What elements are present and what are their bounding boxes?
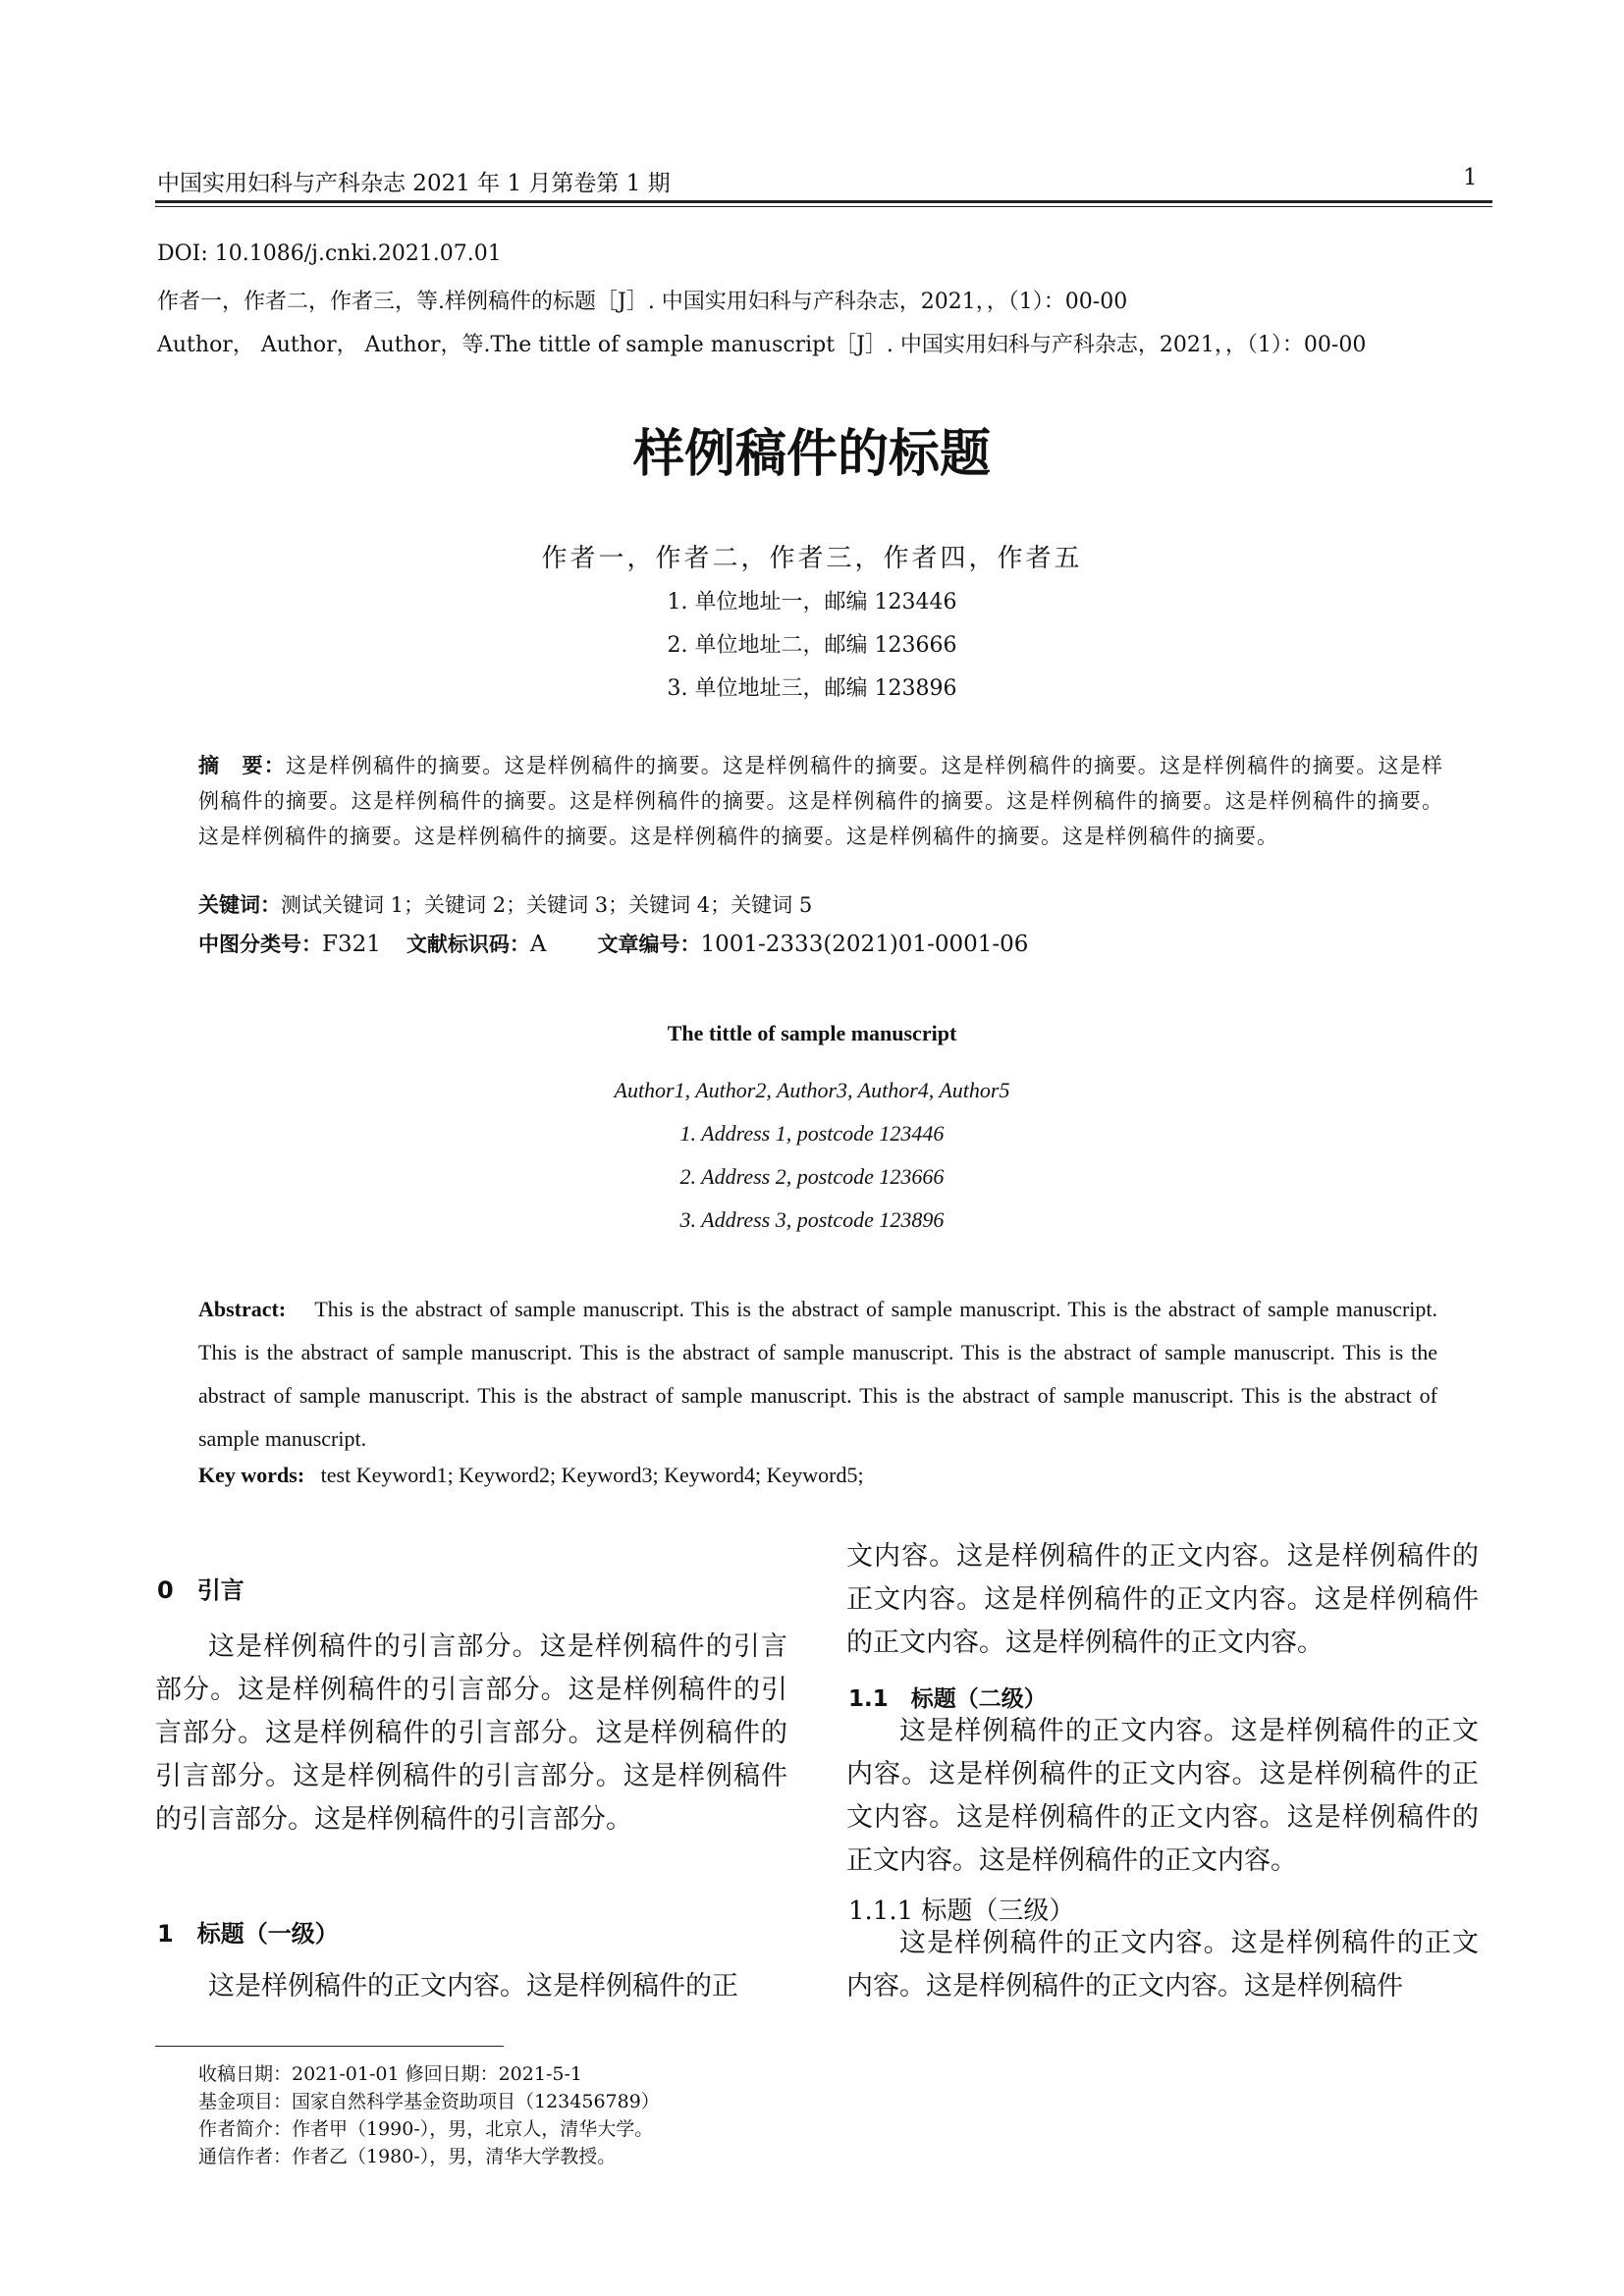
affiliation-1: 1. 单位地址一，邮编 123446: [667, 590, 957, 614]
class-label: 中图分类号：: [198, 933, 322, 956]
cn-abstract-text: 这是样例稿件的摘要。这是样例稿件的摘要。这是样例稿件的摘要。这是样例稿件的摘要。这是样例稿件的摘要。这是样例稿件的摘要。这是样例稿件的摘要。这是样例稿件的摘要。这是样例稿件的摘要。这是样例稿件的摘要。这是样例稿件的摘要。这是样例稿件的摘要。这是样例稿件的摘要。这是样例稿件的摘要。这是样例稿件的摘要。这是样例稿件的摘要。: [198, 754, 1443, 848]
en-abstract: [198, 1288, 1437, 1461]
en-affiliation-1: 1. Address 1, postcode 123446: [679, 1121, 945, 1146]
section-1-1-text: 这是样例稿件的正文内容。这是样例稿件的正文内容。这是样例稿件的正文内容。这是样例稿件的正文内容。这是样例稿件的正文内容。这是样例稿件的正文内容。这是样例稿件的正文内容。: [846, 1716, 1479, 1876]
article-no-label: 文章编号：: [597, 933, 701, 956]
en-keywords-label: Key words:: [198, 1463, 305, 1487]
cn-keywords: [198, 889, 812, 919]
header-rule-thin: [155, 206, 1492, 207]
class-value: F321: [322, 932, 381, 957]
section-1-text-right: 文内容。这是样例稿件的正文内容。这是样例稿件的正文内容。这是样例稿件的正文内容。这是样例稿件的正文内容。这是样例稿件的正文内容。: [846, 1541, 1479, 1658]
page-number: 1: [1463, 165, 1478, 190]
en-keywords-text: test Keyword1; Keyword2; Keyword3; Keyword4; Keyword5;: [320, 1463, 864, 1487]
en-title: The tittle of sample manuscript: [667, 1021, 957, 1045]
en-affiliation-2: 2. Address 2, postcode 123666: [679, 1164, 945, 1189]
footnote-rule: [155, 2046, 504, 2047]
en-reference: Author， Author， Author，等.The tittle of sample manuscript［J］. 中国实用妇科与产科杂志，2021，，（1）：00-00: [157, 333, 1367, 357]
section-1-1-1-text: 这是样例稿件的正文内容。这是样例稿件的正文内容。这是样例稿件的正文内容。这是样例稿件: [846, 1928, 1479, 2002]
section-1-heading: 1 标题（一级）: [157, 1920, 339, 1948]
footnote-funding: 基金项目：国家自然科学基金资助项目（123456789）: [198, 2091, 660, 2112]
author-list: 作者一，作者二，作者三，作者四，作者五: [541, 544, 1083, 573]
en-keywords: [198, 1463, 864, 1488]
footnote-author-bio: 作者简介：作者甲（1990-），男，北京人，清华大学。: [198, 2118, 654, 2140]
section-1-1-heading: 1.1 标题（二级）: [848, 1686, 1047, 1712]
affiliation-2: 2. 单位地址二，邮编 123666: [667, 633, 957, 658]
section-1-1-1-heading: 1.1.1 标题（三级）: [848, 1896, 1075, 1926]
en-affiliation-3: 3. Address 3, postcode 123896: [679, 1207, 945, 1232]
doc-code-label: 文献标识码：: [406, 933, 530, 956]
en-abstract-label: Abstract:: [198, 1297, 287, 1321]
affiliation-3: 3. 单位地址三，邮编 123896: [667, 676, 957, 701]
doc-code-value: A: [529, 932, 547, 957]
section-0-heading: 0 引言: [157, 1576, 244, 1604]
paper-title: 样例稿件的标题: [632, 425, 991, 484]
footnote-received-date: 收稿日期：2021-01-01 修回日期：2021-5-1: [198, 2063, 582, 2085]
en-abstract-text: This is the abstract of sample manuscript. This is the abstract of sample manuscript. This is the abstract of sample manuscript. This is the abstract of sample manuscript. This is the abstract of sample manuscript. This is the abstract of sample manuscript. This is the abstract of sample manuscript. This is the abstract of sample manuscript. This is the abstract of sample manuscript. This is the abstract of sample manuscript.: [198, 1297, 1438, 1451]
header-rule-thick: [155, 200, 1492, 203]
section-0-text: 这是样例稿件的引言部分。这是样例稿件的引言部分。这是样例稿件的引言部分。这是样例稿件的引言部分。这是样例稿件的引言部分。这是样例稿件的引言部分。这是样例稿件的引言部分。这是样例稿件的引言部分。这是样例稿件的引言部分。: [155, 1631, 787, 1835]
running-title: 中国实用妇科与产科杂志 2021 年 1 月第卷第 1 期: [157, 171, 671, 196]
footnote-corresponding: 通信作者：作者乙（1980-），男，清华大学教授。: [198, 2146, 617, 2167]
cn-abstract-label: 摘 要：: [198, 754, 286, 777]
cn-reference: 作者一，作者二，作者三，等.样例稿件的标题［J］. 中国实用妇科与产科杂志，2021，，（1）：00-00: [157, 290, 1128, 314]
cn-keywords-text: 测试关键词 1；关键词 2；关键词 3；关键词 4；关键词 5: [281, 893, 813, 917]
en-author-list: Author1, Author2, Author3, Author4, Author5: [614, 1078, 1010, 1102]
classification-line: [198, 929, 1028, 958]
section-1-text-left: 这是样例稿件的正文内容。这是样例稿件的正: [208, 1971, 738, 2002]
doi-line: DOI: 10.1086/j.cnki.2021.07.01: [157, 241, 502, 266]
cn-abstract: [198, 748, 1443, 854]
cn-keywords-label: 关键词：: [198, 893, 281, 917]
article-no-value: 1001-2333(2021)01-0001-06: [700, 932, 1029, 957]
